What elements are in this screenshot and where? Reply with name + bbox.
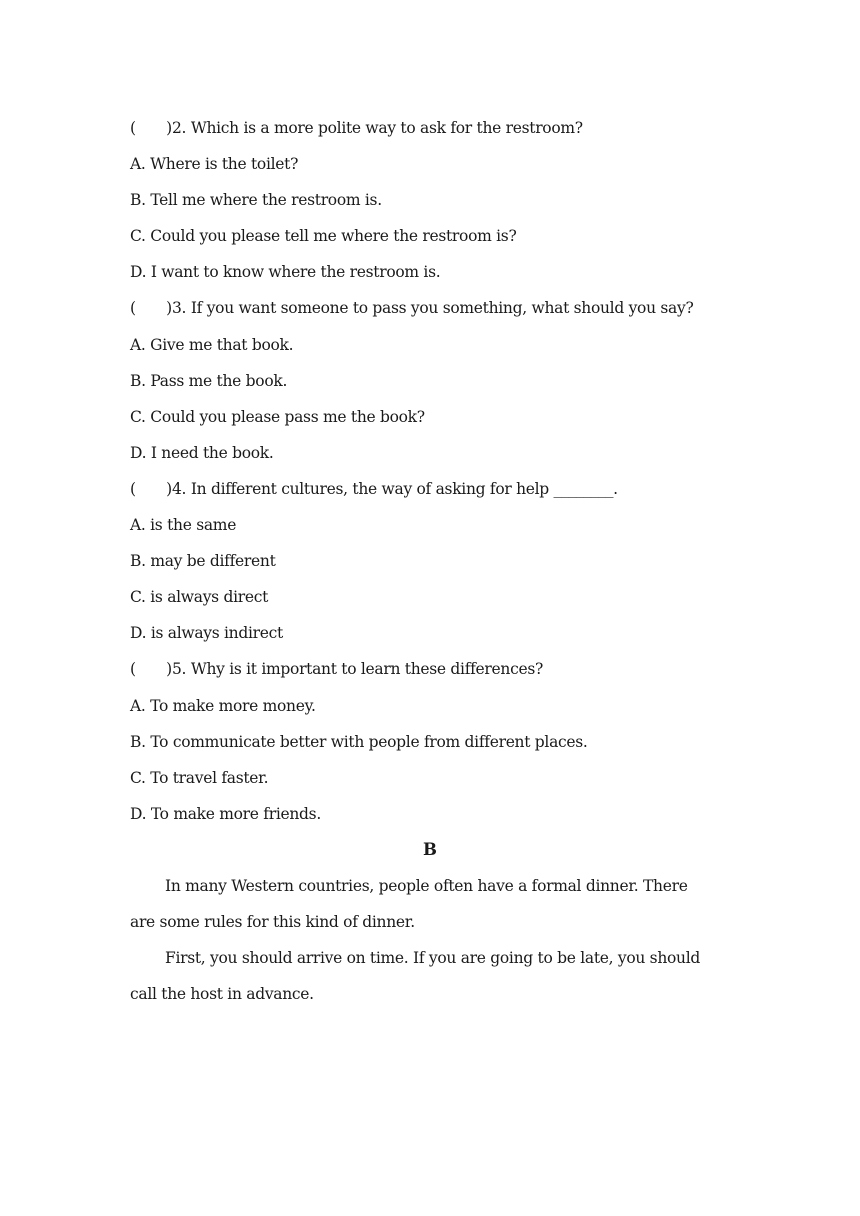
option-a: A. is the same [130,516,237,535]
option-d: D. I want to know where the restroom is. [130,263,441,282]
answer-blank: ( ) [130,479,172,498]
option-d: D. To make more friends. [130,804,321,823]
question-stem [130,651,730,687]
answer-blank: ( ) [130,299,172,318]
question-text: 4. In different cultures, the way of asking for help ________. [172,479,618,498]
option-a: A. Where is the toilet? [130,155,299,174]
option-a: A. To make more money. [130,696,316,715]
answer-blank: ( ) [130,660,172,679]
option-a: A. Give me that book. [130,335,294,354]
option-c: C. Could you please pass me the book? [130,407,425,426]
question-text: 2. Which is a more polite way to ask for the restroom? [172,119,583,137]
option-b: B. Tell me where the restroom is. [130,191,382,210]
question-stem [130,110,730,146]
option-d: D. is always indirect [130,624,283,643]
option-d: D. I need the book. [130,443,274,462]
option-b: B. To communicate better with people from different places. [130,732,588,751]
paragraph-2: First, you should arrive on time. If you are going to be late, you should call the host in advance. [130,949,701,1004]
option-b: B. Pass me the book. [130,371,288,390]
option-c: C. Could you please tell me where the restroom is? [130,227,517,246]
question-stem [130,290,730,326]
question-5 [130,651,730,831]
question-4 [130,471,730,651]
question-text: 5. Why is it important to learn these differences? [172,660,544,679]
question-stem [130,471,730,507]
answer-blank: ( ) [130,119,172,137]
option-c: C. is always direct [130,588,269,607]
question-3 [130,290,730,470]
question-2 [130,110,730,290]
option-c: C. To travel faster. [130,768,269,787]
paragraph-1: In many Western countries, people often have a formal dinner. There are some rules for this kind of dinner. [130,876,688,932]
question-text: 3. If you want someone to pass you something, what should you say? [172,299,694,318]
page-content [130,110,730,1012]
option-b: B. may be different [130,552,276,571]
section-heading: B [423,839,437,859]
